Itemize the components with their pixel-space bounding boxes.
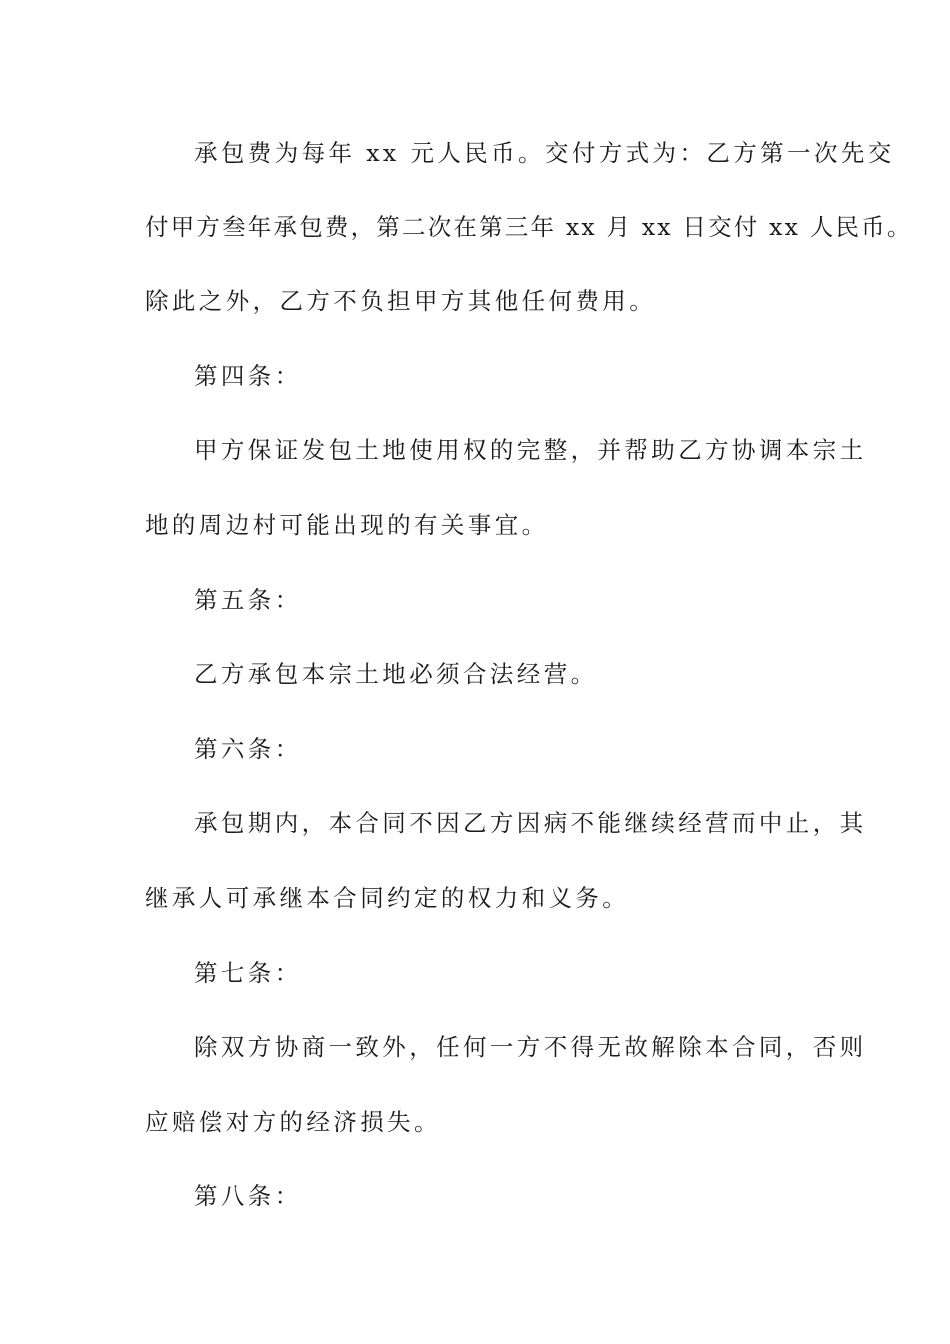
- article-heading-7: 第七条：: [194, 959, 302, 987]
- paragraph-line: 除双方协商一致外，任何一方不得无故解除本合同，否则: [194, 1033, 867, 1061]
- paragraph-line: 除此之外，乙方不负担甲方其他任何费用。: [145, 287, 657, 315]
- paragraph-line: 付甲方叁年承包费，第二次在第三年 xx 月 xx 日交付 xx 人民币。: [145, 213, 913, 241]
- article-heading-5: 第五条：: [194, 586, 302, 614]
- paragraph-line: 甲方保证发包土地使用权的完整，并帮助乙方协调本宗土: [194, 436, 867, 464]
- paragraph-line: 承包费为每年 xx 元人民币。交付方式为：乙方第一次先交: [194, 139, 895, 167]
- paragraph-line: 应赔偿对方的经济损失。: [145, 1108, 441, 1136]
- article-heading-4: 第四条：: [194, 362, 302, 390]
- paragraph-line: 继承人可承继本合同约定的权力和义务。: [145, 884, 630, 912]
- article-heading-8: 第八条：: [194, 1182, 302, 1210]
- article-heading-6: 第六条：: [194, 735, 302, 763]
- paragraph-line: 乙方承包本宗土地必须合法经营。: [194, 660, 598, 688]
- paragraph-line: 承包期内，本合同不因乙方因病不能继续经营而中止，其: [194, 809, 867, 837]
- paragraph-line: 地的周边村可能出现的有关事宜。: [145, 511, 549, 539]
